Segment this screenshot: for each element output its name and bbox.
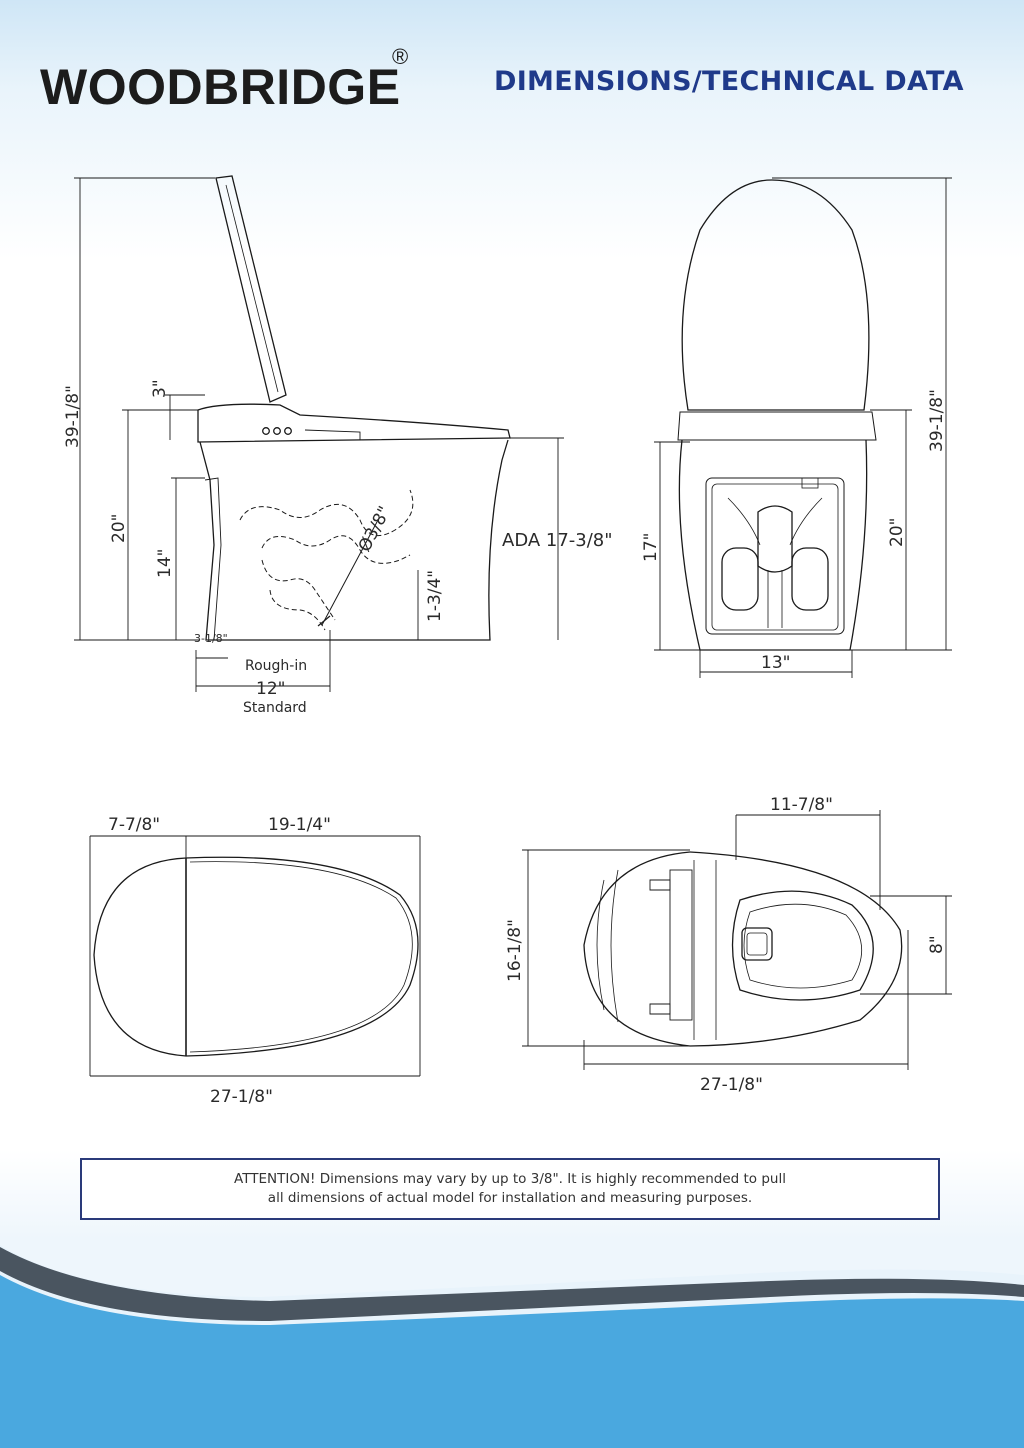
open-overall-length-label: 27-1/8": [700, 1075, 763, 1095]
back-base-width-label: 13": [761, 653, 791, 673]
side-rough-in-label: Rough-in: [245, 658, 308, 674]
side-ada-height-label: ADA 17-3/8": [502, 530, 613, 551]
top-overall-length-label: 27-1/8": [210, 1087, 273, 1107]
registered-mark: ®: [392, 44, 409, 69]
side-overall-height-label: 39-1/8": [63, 385, 83, 448]
side-view: [74, 176, 564, 692]
page-title: DIMENSIONS/TECHNICAL DATA: [494, 66, 964, 97]
side-lid-thickness-label: 3": [150, 379, 170, 398]
brand-logo: WOODBRIDGE: [40, 59, 401, 115]
notice-line-1: ATTENTION! Dimensions may vary by up to 3/8". It is highly recommended to pull: [234, 1171, 786, 1187]
attention-notice: [80, 1158, 940, 1220]
back-overall-height-label: 39-1/8": [927, 389, 947, 452]
top-lid-length-label: 19-1/4": [268, 815, 331, 835]
back-seat-height-label: 20": [887, 517, 907, 547]
side-outlet-height-label: 1-3/4": [425, 569, 445, 622]
top-front-offset-label: 7-7/8": [108, 815, 161, 835]
side-rough-in-note: Standard: [243, 700, 307, 716]
side-rough-in-value: 12": [256, 679, 286, 699]
top-view-closed: [90, 836, 420, 1076]
open-bowl-length-label: 11-7/8": [770, 795, 833, 815]
side-seat-height-label: 20": [109, 513, 129, 543]
open-bowl-width-label: 8": [927, 935, 947, 954]
back-base-height-label: 17": [641, 532, 661, 562]
footer-wave: [0, 1225, 1024, 1448]
back-view: [654, 178, 952, 678]
notice-line-2: all dimensions of actual model for installation and measuring purposes.: [267, 1190, 753, 1206]
side-outlet-offset-label: 3-1/8": [194, 632, 228, 645]
side-trap-diameter-label: Ø3/8": [354, 503, 396, 556]
side-inlet-height-label: 14": [155, 548, 175, 578]
open-width-label: 16-1/8": [505, 919, 525, 982]
top-view-open: [522, 810, 952, 1070]
